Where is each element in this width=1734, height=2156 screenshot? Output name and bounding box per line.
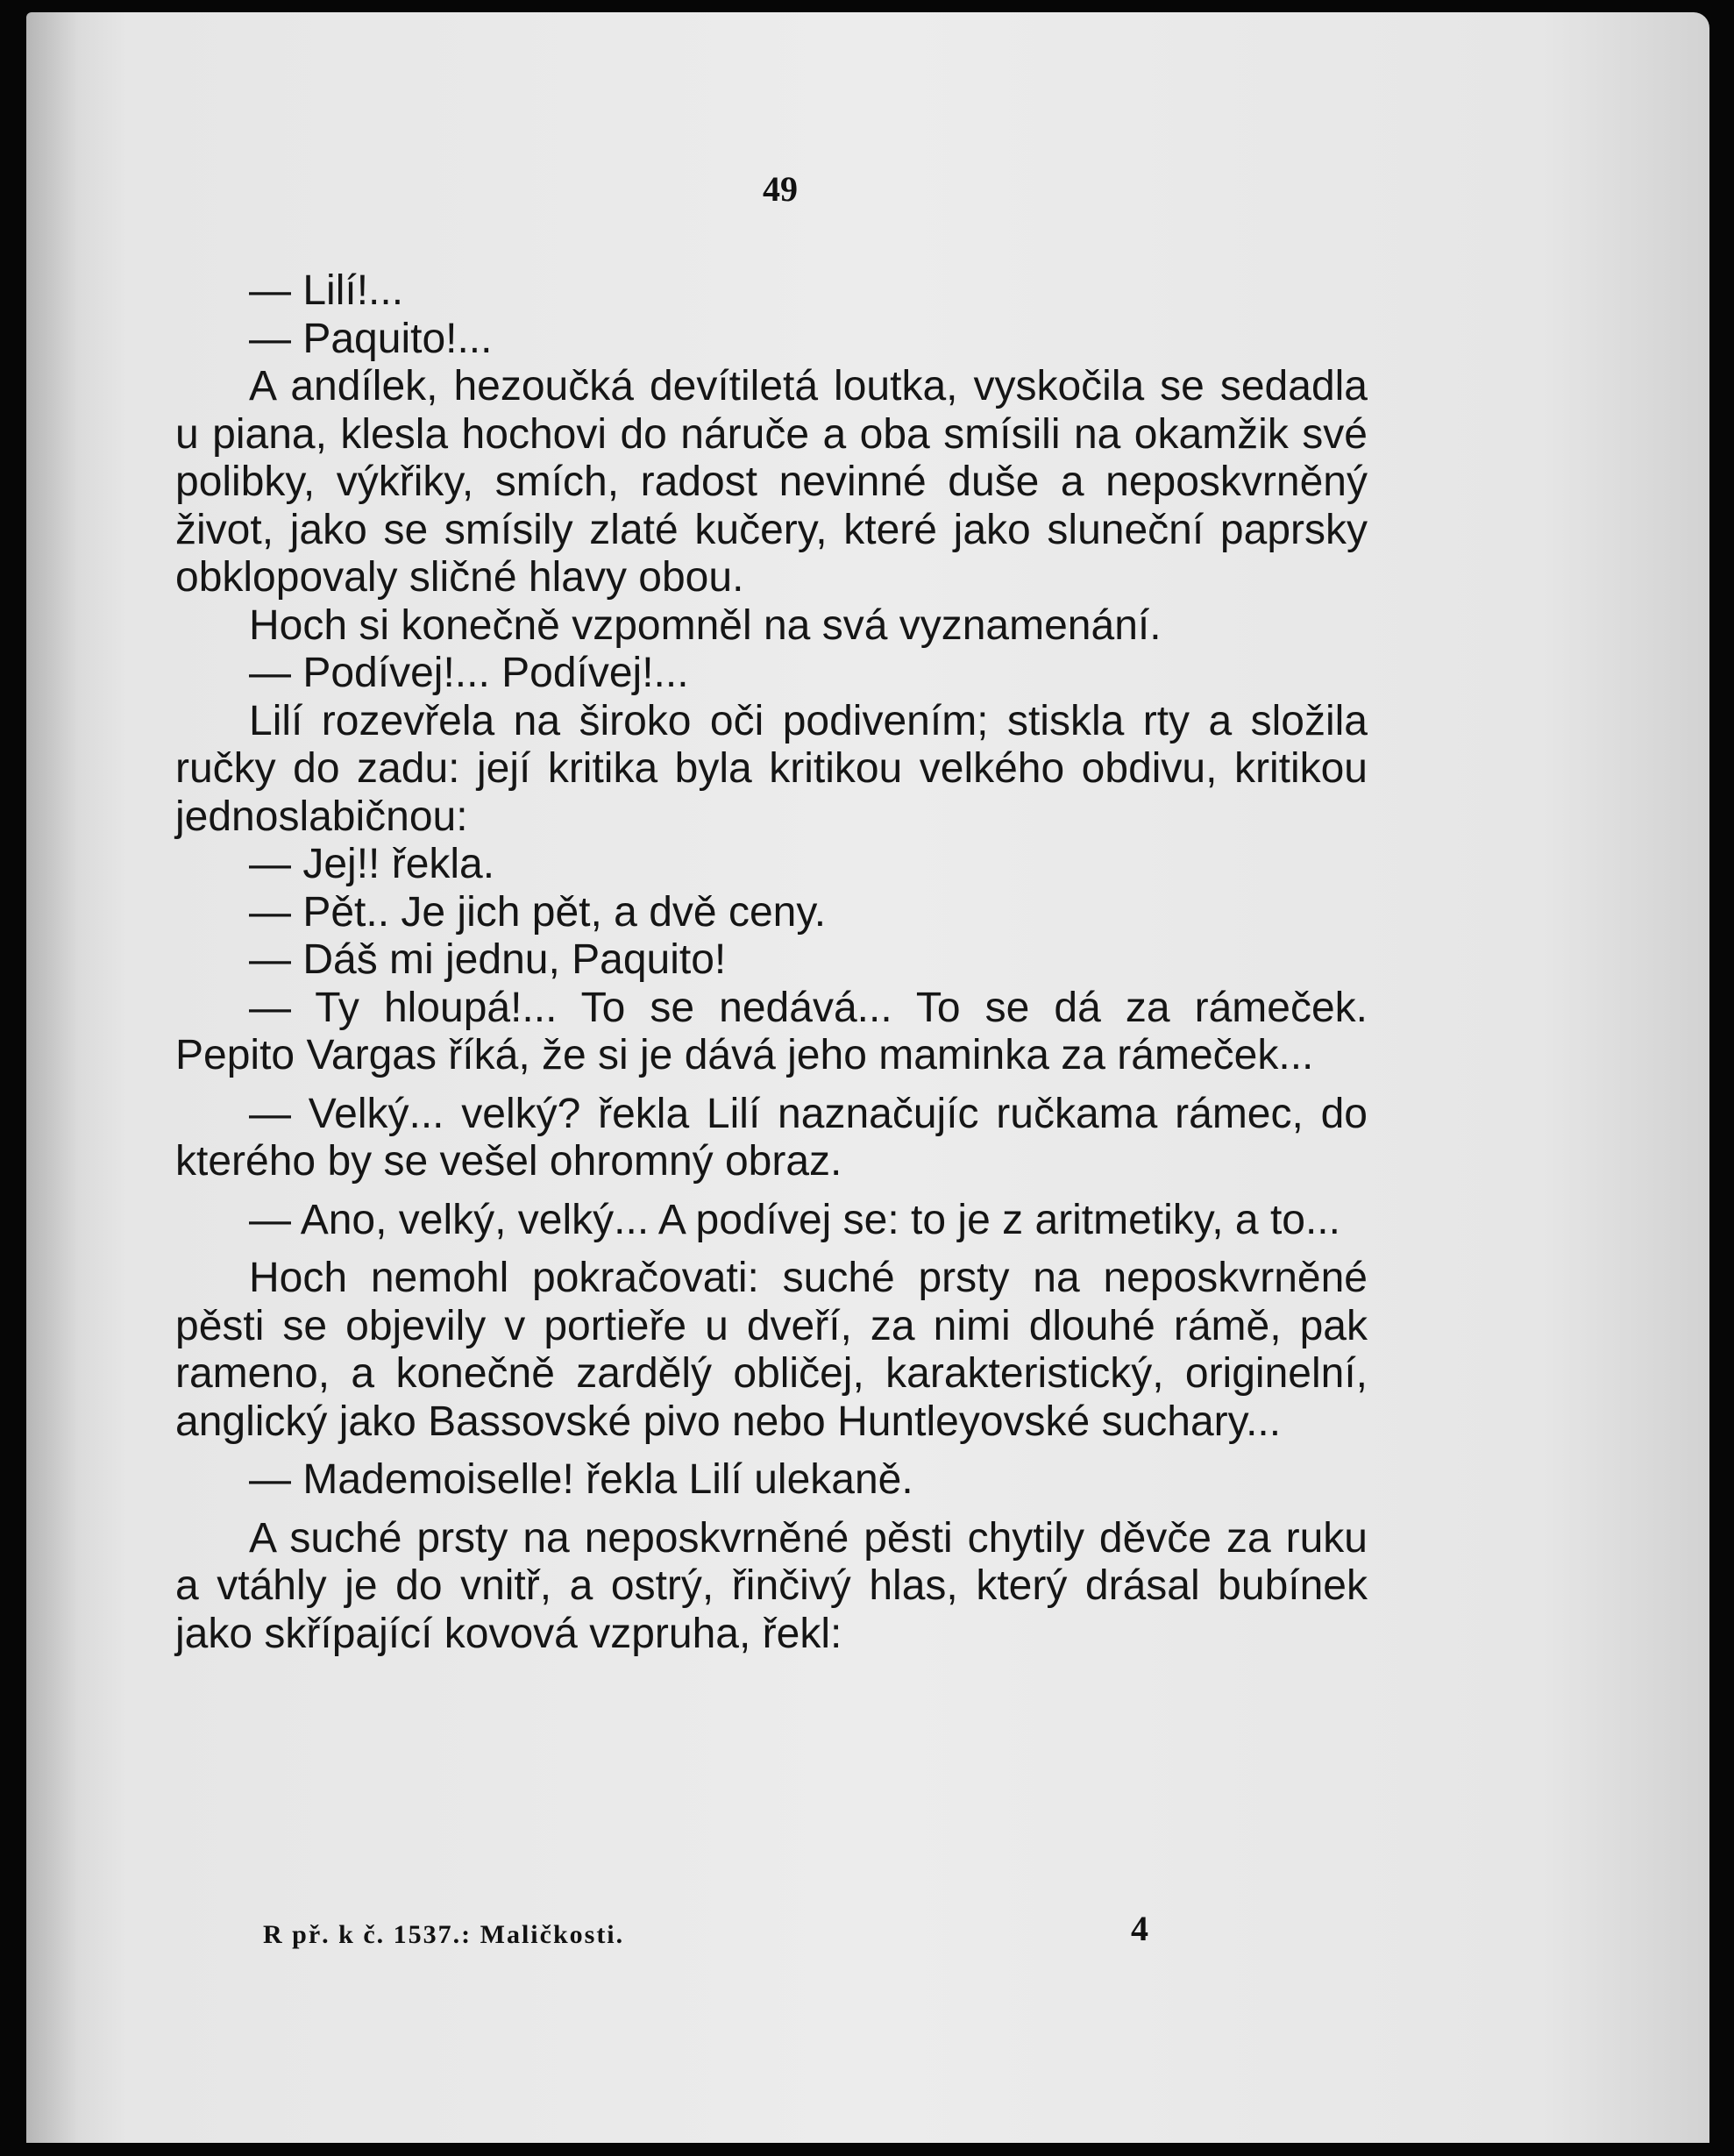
spine-shadow: [26, 12, 79, 2143]
paragraph: A andílek, hezoučká devítiletá loutka, vyskočila se sedadla u piana, klesla hochovi do náruče a oba smísili na okamžik své polibky, výkřiky, smích, radost nevinné duše a neposkvrněný život, jako se smísily zlaté kučery, které jako sluneční paprsky obklopovaly sličné hlavy obou.: [175, 363, 1368, 601]
paragraph: — Podívej!... Podívej!...: [249, 650, 689, 696]
paragraph: — Jej!! řekla.: [249, 841, 495, 887]
paragraph: — Lilí!...: [249, 267, 404, 314]
paragraph: — Ano, velký, velký... A podívej se: to je z aritmetiky, a to...: [249, 1196, 1340, 1243]
paragraph: — Ty hloupá!... To se nedává... To se dá za rámeček. Pepito Vargas říká, že si je dává jeho maminka za rámeček...: [175, 984, 1368, 1078]
paragraph: — Pět.. Je jich pět, a dvě ceny.: [249, 888, 827, 936]
body-text: [175, 267, 1368, 1658]
paragraph: — Dáš mi jednu, Paquito!: [249, 936, 727, 983]
paragraph: Lilí rozevřela na široko oči podivením; stiskla rty a složila ručky do zadu: její kritika byla kritikou velkého obdivu, kritikou jednoslabičnou:: [175, 697, 1368, 840]
paragraph: — Velký... velký? řekla Lilí naznačujíc ručkama rámec, do kterého by se vešel ohromný obraz.: [175, 1090, 1368, 1185]
paragraph: — Paquito!...: [249, 315, 493, 362]
paragraph: — Mademoiselle! řekla Lilí ulekaně.: [249, 1456, 913, 1503]
paragraph: Hoch si konečně vzpomněl na svá vyznamenání.: [249, 601, 1162, 649]
paragraph: A suché prsty na neposkvrněné pěsti chytily děvče za ruku a vtáhly je do vnitř, a ostrý, řinčivý hlas, který drásal bubínek jako skřípající kovová vzpruha, řekl:: [175, 1514, 1368, 1657]
page-number: 49: [763, 169, 798, 209]
paragraph: Hoch nemohl pokračovati: suché prsty na neposkvrněné pěsti se objevily v portieře u dveří, za nimi dlouhé rámě, pak rameno, a konečně zardělý obličej, karakteristický, originelní, anglický jako Bassovské pivo nebo Huntleyovské suchary...: [175, 1255, 1368, 1445]
printer-signature: R př. k č. 1537.: Maličkosti.: [263, 1920, 625, 1949]
sheet-number: 4: [1131, 1909, 1148, 1948]
